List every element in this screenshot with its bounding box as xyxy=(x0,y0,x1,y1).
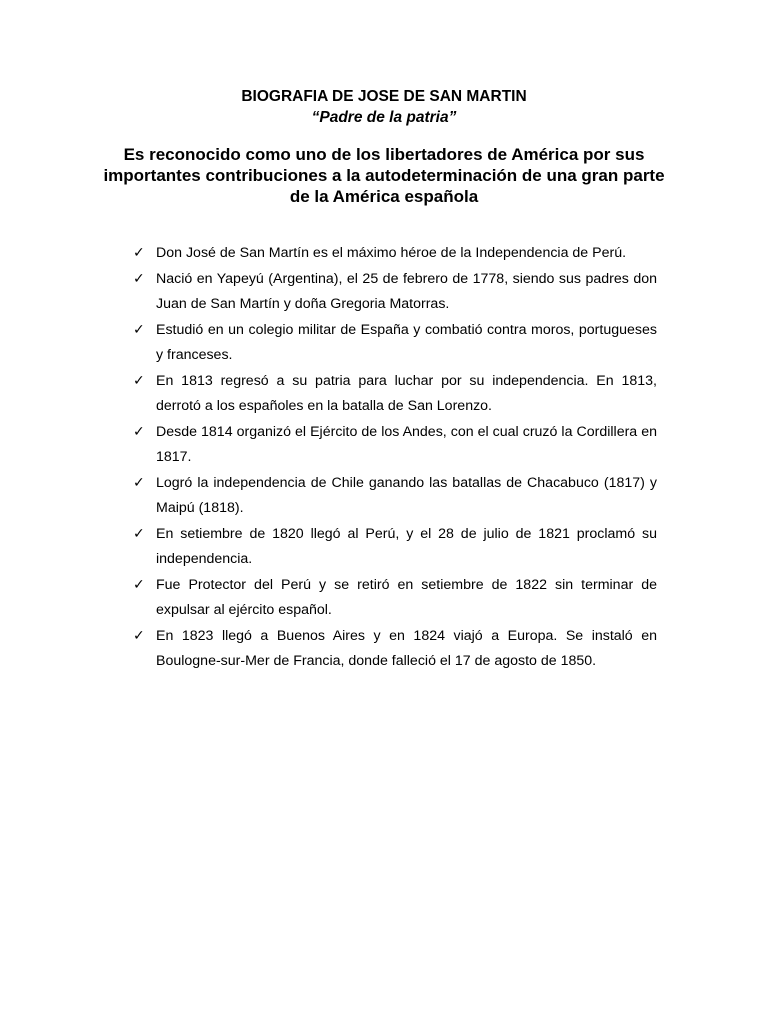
check-icon: ✓ xyxy=(133,627,145,644)
list-item-text: Logró la independencia de Chile ganando las batallas de Chacabuco (1817) y Maipú (1818). xyxy=(156,474,657,516)
check-icon: ✓ xyxy=(133,474,145,491)
list-item-text: Don José de San Martín es el máximo héroe de la Independencia de Perú. xyxy=(156,245,627,261)
document-title: BIOGRAFIA DE JOSE DE SAN MARTIN xyxy=(241,88,527,105)
list-item xyxy=(133,624,657,675)
check-icon: ✓ xyxy=(133,576,145,593)
list-item xyxy=(133,522,657,573)
lead-paragraph: Es reconocido como uno de los libertadores de América por sus importantes contribuciones a la autodeterminación de una gran parte de la América española xyxy=(103,145,665,206)
list-item-text: Nació en Yapeyú (Argentina), el 25 de febrero de 1778, siendo sus padres don Juan de San Martín y doña Gregoria Matorras. xyxy=(156,270,657,312)
list-item xyxy=(133,471,657,522)
check-icon: ✓ xyxy=(133,245,145,261)
document-header xyxy=(0,86,768,128)
list-item xyxy=(133,241,657,267)
list-item-text: Desde 1814 organizó el Ejército de los Andes, con el cual cruzó la Cordillera en 1817. xyxy=(156,423,657,465)
check-icon: ✓ xyxy=(133,270,145,287)
check-icon: ✓ xyxy=(133,423,145,440)
check-icon: ✓ xyxy=(133,321,145,338)
list-item xyxy=(133,573,657,624)
list-item-text: Estudió en un colegio militar de España y combatió contra moros, portugueses y franceses. xyxy=(156,321,657,363)
list-item-text: Fue Protector del Perú y se retiró en setiembre de 1822 sin terminar de expulsar al ejército español. xyxy=(156,576,657,618)
document-subtitle: “Padre de la patria” xyxy=(311,109,457,126)
list-item xyxy=(133,420,657,471)
list-item-text: En 1823 llegó a Buenos Aires y en 1824 viajó a Europa. Se instaló en Boulogne-sur-Mer de Francia, donde falleció el 17 de agosto de 1850. xyxy=(156,627,657,669)
list-item-text: En setiembre de 1820 llegó al Perú, y el 28 de julio de 1821 proclamó su independencia. xyxy=(156,525,657,567)
check-icon: ✓ xyxy=(133,372,145,389)
list-item xyxy=(133,318,657,369)
list-item-text: En 1813 regresó a su patria para luchar por su independencia. En 1813, derrotó a los españoles en la batalla de San Lorenzo. xyxy=(156,372,657,414)
biography-list xyxy=(133,241,657,675)
check-icon: ✓ xyxy=(133,525,145,542)
list-item xyxy=(133,369,657,420)
list-item xyxy=(133,267,657,318)
